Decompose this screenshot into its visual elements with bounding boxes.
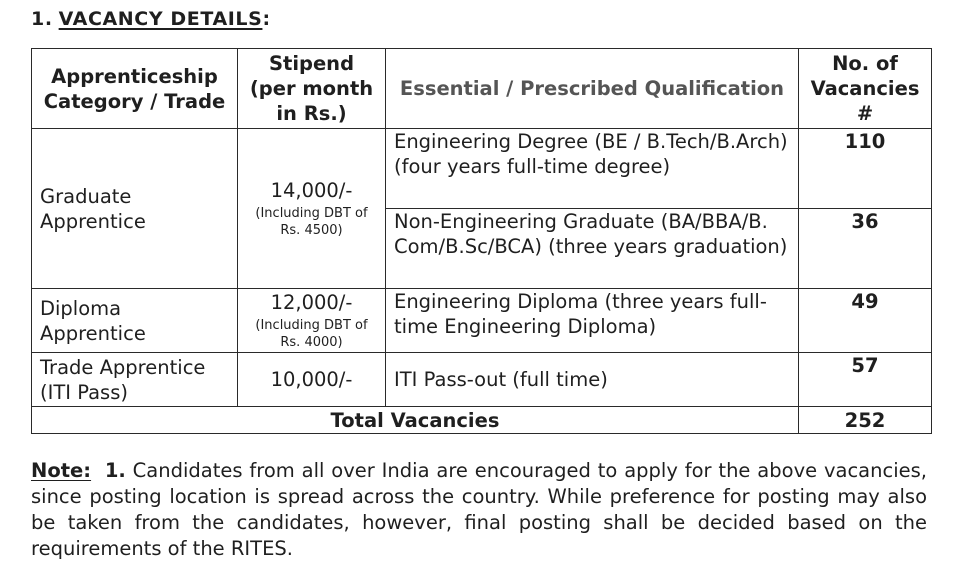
- header-stipend: Stipend (per month in Rs.): [238, 49, 386, 129]
- qualification-cell: Non-Engineering Graduate (BA/BBA/B. Com/B.Sc/BCA) (three years graduation): [386, 209, 799, 289]
- note-label: Note:: [31, 459, 92, 482]
- stipend-note: (Including DBT of Rs. 4500): [255, 206, 368, 238]
- stipend-amount: 14,000/-: [270, 179, 353, 202]
- stipend-amount: 12,000/-: [270, 291, 353, 314]
- qualification-cell: ITI Pass-out (full time): [386, 353, 799, 407]
- vacancy-table: [31, 48, 932, 434]
- stipend-cell: [238, 353, 386, 407]
- section-title: VACANCY DETAILS: [58, 8, 263, 30]
- stipend-note: (Including DBT of Rs. 4000): [255, 318, 368, 350]
- stipend-cell: [238, 289, 386, 353]
- stipend-cell: [238, 129, 386, 289]
- vacancy-count: 110: [799, 129, 932, 209]
- category-cell: Diploma Apprentice: [32, 289, 238, 353]
- table-row: [32, 353, 932, 407]
- vacancy-count: 36: [799, 209, 932, 289]
- header-qualification: Essential / Prescribed Qualification: [386, 49, 799, 129]
- note-paragraph: [31, 458, 927, 562]
- header-vacancies: No. of Vacancies #: [799, 49, 932, 129]
- qualification-cell: Engineering Degree (BE / B.Tech/B.Arch) (four years full-time degree): [386, 129, 799, 209]
- category-cell: Trade Apprentice (ITI Pass): [32, 353, 238, 407]
- vacancy-count: 57: [799, 353, 932, 407]
- section-title-colon: :: [262, 8, 271, 30]
- total-count: 252: [799, 407, 932, 434]
- section-heading: [31, 8, 271, 30]
- section-number: 1.: [31, 8, 53, 30]
- note-text: Candidates from all over India are encouraged to apply for the above vacancies, since posting location is spread across the country. While preference for posting may also be taken from the candidates, however, final posting shall be decided based on the requirements of the RITES.: [31, 459, 927, 560]
- vacancy-count: 49: [799, 289, 932, 353]
- table-row: [32, 289, 932, 353]
- qualification-cell: Engineering Diploma (three years full-time Engineering Diploma): [386, 289, 799, 353]
- table-total-row: [32, 407, 932, 434]
- table-row: [32, 129, 932, 209]
- note-index: 1.: [104, 459, 126, 482]
- header-category: Apprenticeship Category / Trade: [32, 49, 238, 129]
- table-header-row: [32, 49, 932, 129]
- category-cell: Graduate Apprentice: [32, 129, 238, 289]
- stipend-amount: 10,000/-: [270, 368, 353, 391]
- total-label: Total Vacancies: [32, 407, 799, 434]
